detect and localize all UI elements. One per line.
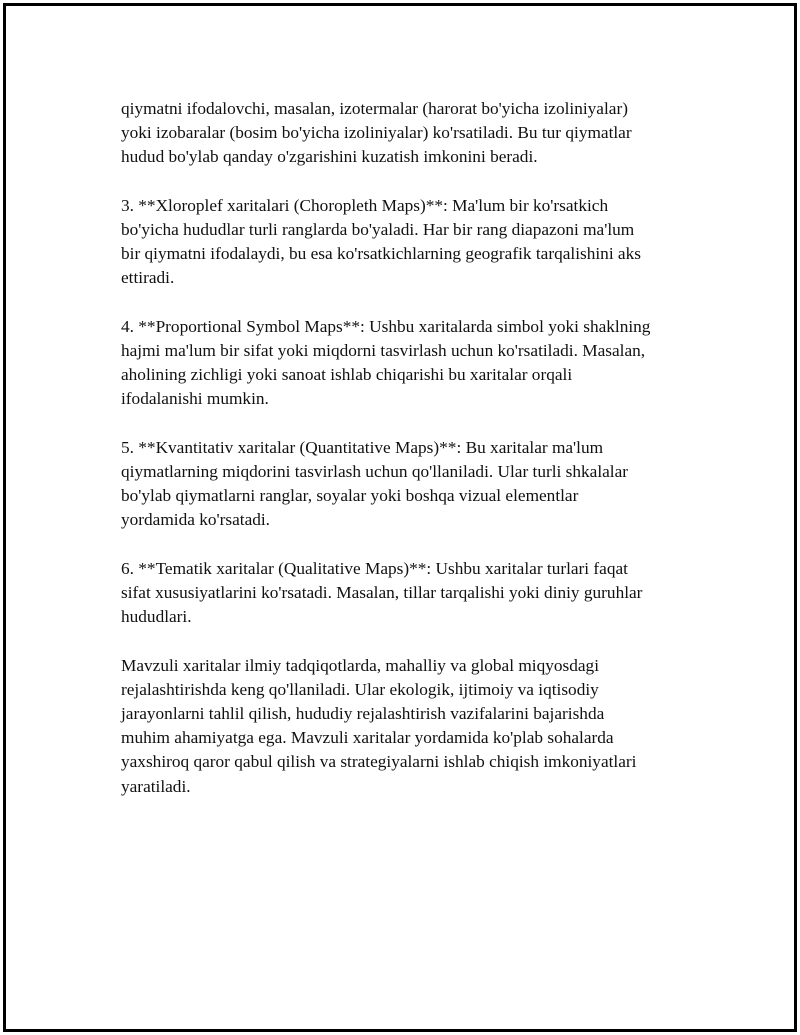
text-line: ifodalanishi mumkin. [121,389,269,409]
document-body [121,97,701,823]
text-line: 6. **Tematik xaritalar (Qualitative Maps)**: Ushbu xaritalar turlari faqat [121,558,628,578]
text-line: 3. **Xloroplef xaritalari (Choropleth Maps)**: Ma'lum bir ko'rsatkich [121,195,609,215]
paragraph-choropleth [121,194,701,291]
text-line: yoki izobaralar (bosim bo'yicha izoliniyalar) ko'rsatiladi. Bu tur qiymatlar [121,123,632,143]
paragraph-conclusion [121,654,701,799]
text-line: rejalashtirishda keng qo'llaniladi. Ular ekologik, ijtimoiy va iqtisodiy [121,679,599,699]
text-line: yordamida ko'rsatadi. [121,510,271,530]
text-line: 5. **Kvantitativ xaritalar (Quantitative Maps)**: Bu xaritalar ma'lum [121,437,604,457]
text-line: bo'yicha hududlar turli ranglarda bo'yaladi. Har bir rang diapazoni ma'lum [121,220,635,239]
text-line: jarayonlarni tahlil qilish, hududiy rejalashtirish vazifalarini bajarishda [121,704,605,723]
text-line: qiymatni ifodalovchi, masalan, izotermalar (harorat bo'yicha izoliniyalar) [121,99,628,118]
text-line: 4. **Proportional Symbol Maps**: Ushbu xaritalarda simbol yoki shaklning [121,316,651,336]
text-line: yaxshiroq qaror qabul qilish va strategiyalarni ishlab chiqish imkoniyatlari [121,752,637,772]
text-line: bo'ylab qiymatlarni ranglar, soyalar yoki boshqa vizual elementlar [121,486,579,506]
text-line: hajmi ma'lum bir sifat yoki miqdorni tasvirlash uchun ko'rsatiladi. Masalan, [121,341,646,360]
text-line: hudud bo'ylab qanday o'zgarishini kuzatish imkonini beradi. [121,147,538,167]
paragraph-quantitative [121,436,701,533]
text-line: yaratiladi. [121,776,191,796]
text-line: qiymatlarning miqdorini tasvirlash uchun qo'llaniladi. Ular turli shkalalar [121,462,629,481]
text-line: aholining zichligi yoki sanoat ishlab chiqarishi bu xaritalar orqali [121,365,573,385]
text-line: ettiradi. [121,268,175,288]
paragraph-proportional-symbol [121,315,701,412]
text-line: Mavzuli xaritalar ilmiy tadqiqotlarda, mahalliy va global miqyosdagi [121,655,599,675]
text-line: bir qiymatni ifodalaydi, bu esa ko'rsatkichlarning geografik tarqalishini aks [121,244,641,264]
page-frame [3,3,797,1032]
text-line: sifat xususiyatlarini ko'rsatadi. Masalan, tillar tarqalishi yoki diniy guruhlar [121,583,643,602]
paragraph-qualitative [121,557,701,630]
paragraph-isolines [121,97,701,170]
text-line: hududlari. [121,607,192,627]
text-line: muhim ahamiyatga ega. Mavzuli xaritalar yordamida ko'plab sohalarda [121,728,614,748]
